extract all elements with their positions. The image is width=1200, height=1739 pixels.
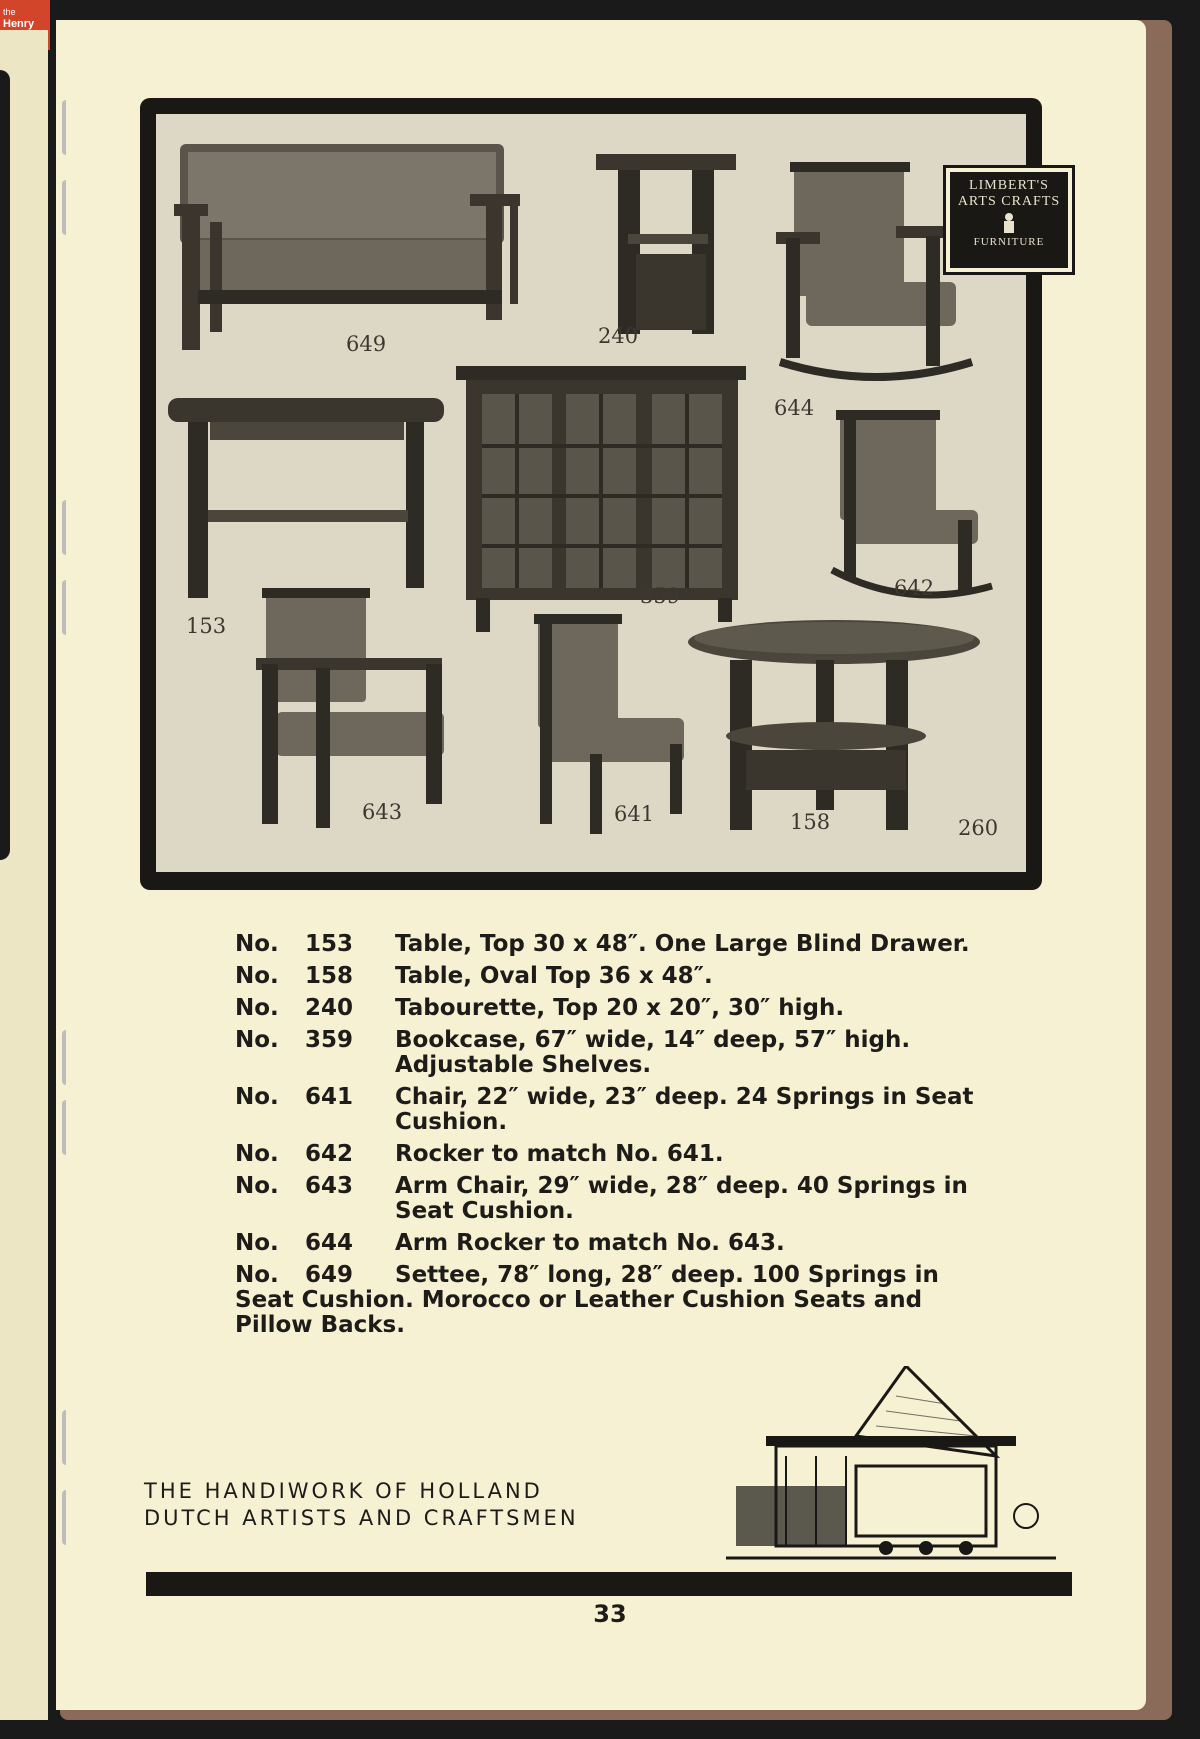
dutch-station-illustration: [726, 1366, 1066, 1576]
plate-number: 260: [958, 816, 999, 840]
plate-number: 158: [790, 810, 831, 834]
binding-stitch: [62, 580, 72, 635]
page-number: 33: [593, 1600, 627, 1628]
tabourette-240-illustration: [596, 154, 746, 344]
binding-stitch: [62, 100, 72, 155]
plate-number: 644: [774, 396, 815, 420]
facing-page-edge: [0, 30, 48, 1720]
list-item: No. 240 Tabourette, Top 20 x 20″, 30″ high.: [235, 995, 845, 1021]
binding-stitch: [62, 1100, 72, 1155]
furniture-plate: [140, 98, 1061, 890]
list-item: No. 359 Bookcase, 67″ wide, 14″ deep, 57″ high. Adjustable Shelves.: [235, 1027, 911, 1078]
list-item: No. 644 Arm Rocker to match No. 643.: [235, 1230, 785, 1256]
list-item: No. 642 Rocker to match No. 641.: [235, 1141, 724, 1167]
tagline: THE HANDIWORK OF HOLLAND DUTCH ARTISTS AND CRAFTSMEN: [144, 1479, 579, 1530]
plate-number: 240: [598, 324, 639, 348]
binding-stitch: [62, 500, 72, 555]
binding-stitch: [62, 1410, 72, 1465]
plate-number: 641: [614, 802, 655, 826]
bookcase-359-illustration: [456, 366, 756, 636]
catalog-page: [56, 20, 1146, 1710]
spec-list: [235, 932, 985, 1345]
henry-ford-logo: the Henry: [0, 0, 50, 50]
plate-number: 359: [640, 584, 681, 608]
list-item: No. 643 Arm Chair, 29″ wide, 28″ deep. 40 Springs in Seat Cushion.: [235, 1173, 968, 1224]
binding-stitch: [62, 1030, 72, 1085]
binding-stitch: [62, 180, 72, 235]
oval-table-158-illustration: [686, 620, 986, 850]
plate-number: 642: [894, 576, 935, 600]
arm-chair-643-illustration: [256, 588, 466, 838]
list-item: No. 641 Chair, 22″ wide, 23″ deep. 24 Springs in Seat Cushion.: [235, 1084, 974, 1135]
plate-number: 643: [362, 800, 403, 824]
limbert-logo: LIMBERT'S ARTS CRAFTS FURNITURE: [946, 168, 1072, 272]
binding-stitch: [62, 1490, 72, 1545]
settee-649-illustration: [170, 130, 550, 360]
plate-number: 153: [186, 614, 227, 638]
list-item: No. 153 Table, Top 30 x 48″. One Large Blind Drawer.: [235, 931, 970, 957]
list-item: No. 158 Table, Oval Top 36 x 48″.: [235, 963, 713, 989]
plate-photo-area: [156, 114, 1061, 872]
list-item: No. 649 Settee, 78″ long, 28″ deep. 100 Springs in Seat Cushion. Morocco or Leather Cushion Seats and Pillow Backs.: [235, 1262, 939, 1338]
plate-number: 649: [346, 332, 387, 356]
table-153-illustration: [168, 398, 458, 608]
footer-rule: [146, 1572, 1072, 1596]
craftsman-icon: [990, 212, 1028, 234]
